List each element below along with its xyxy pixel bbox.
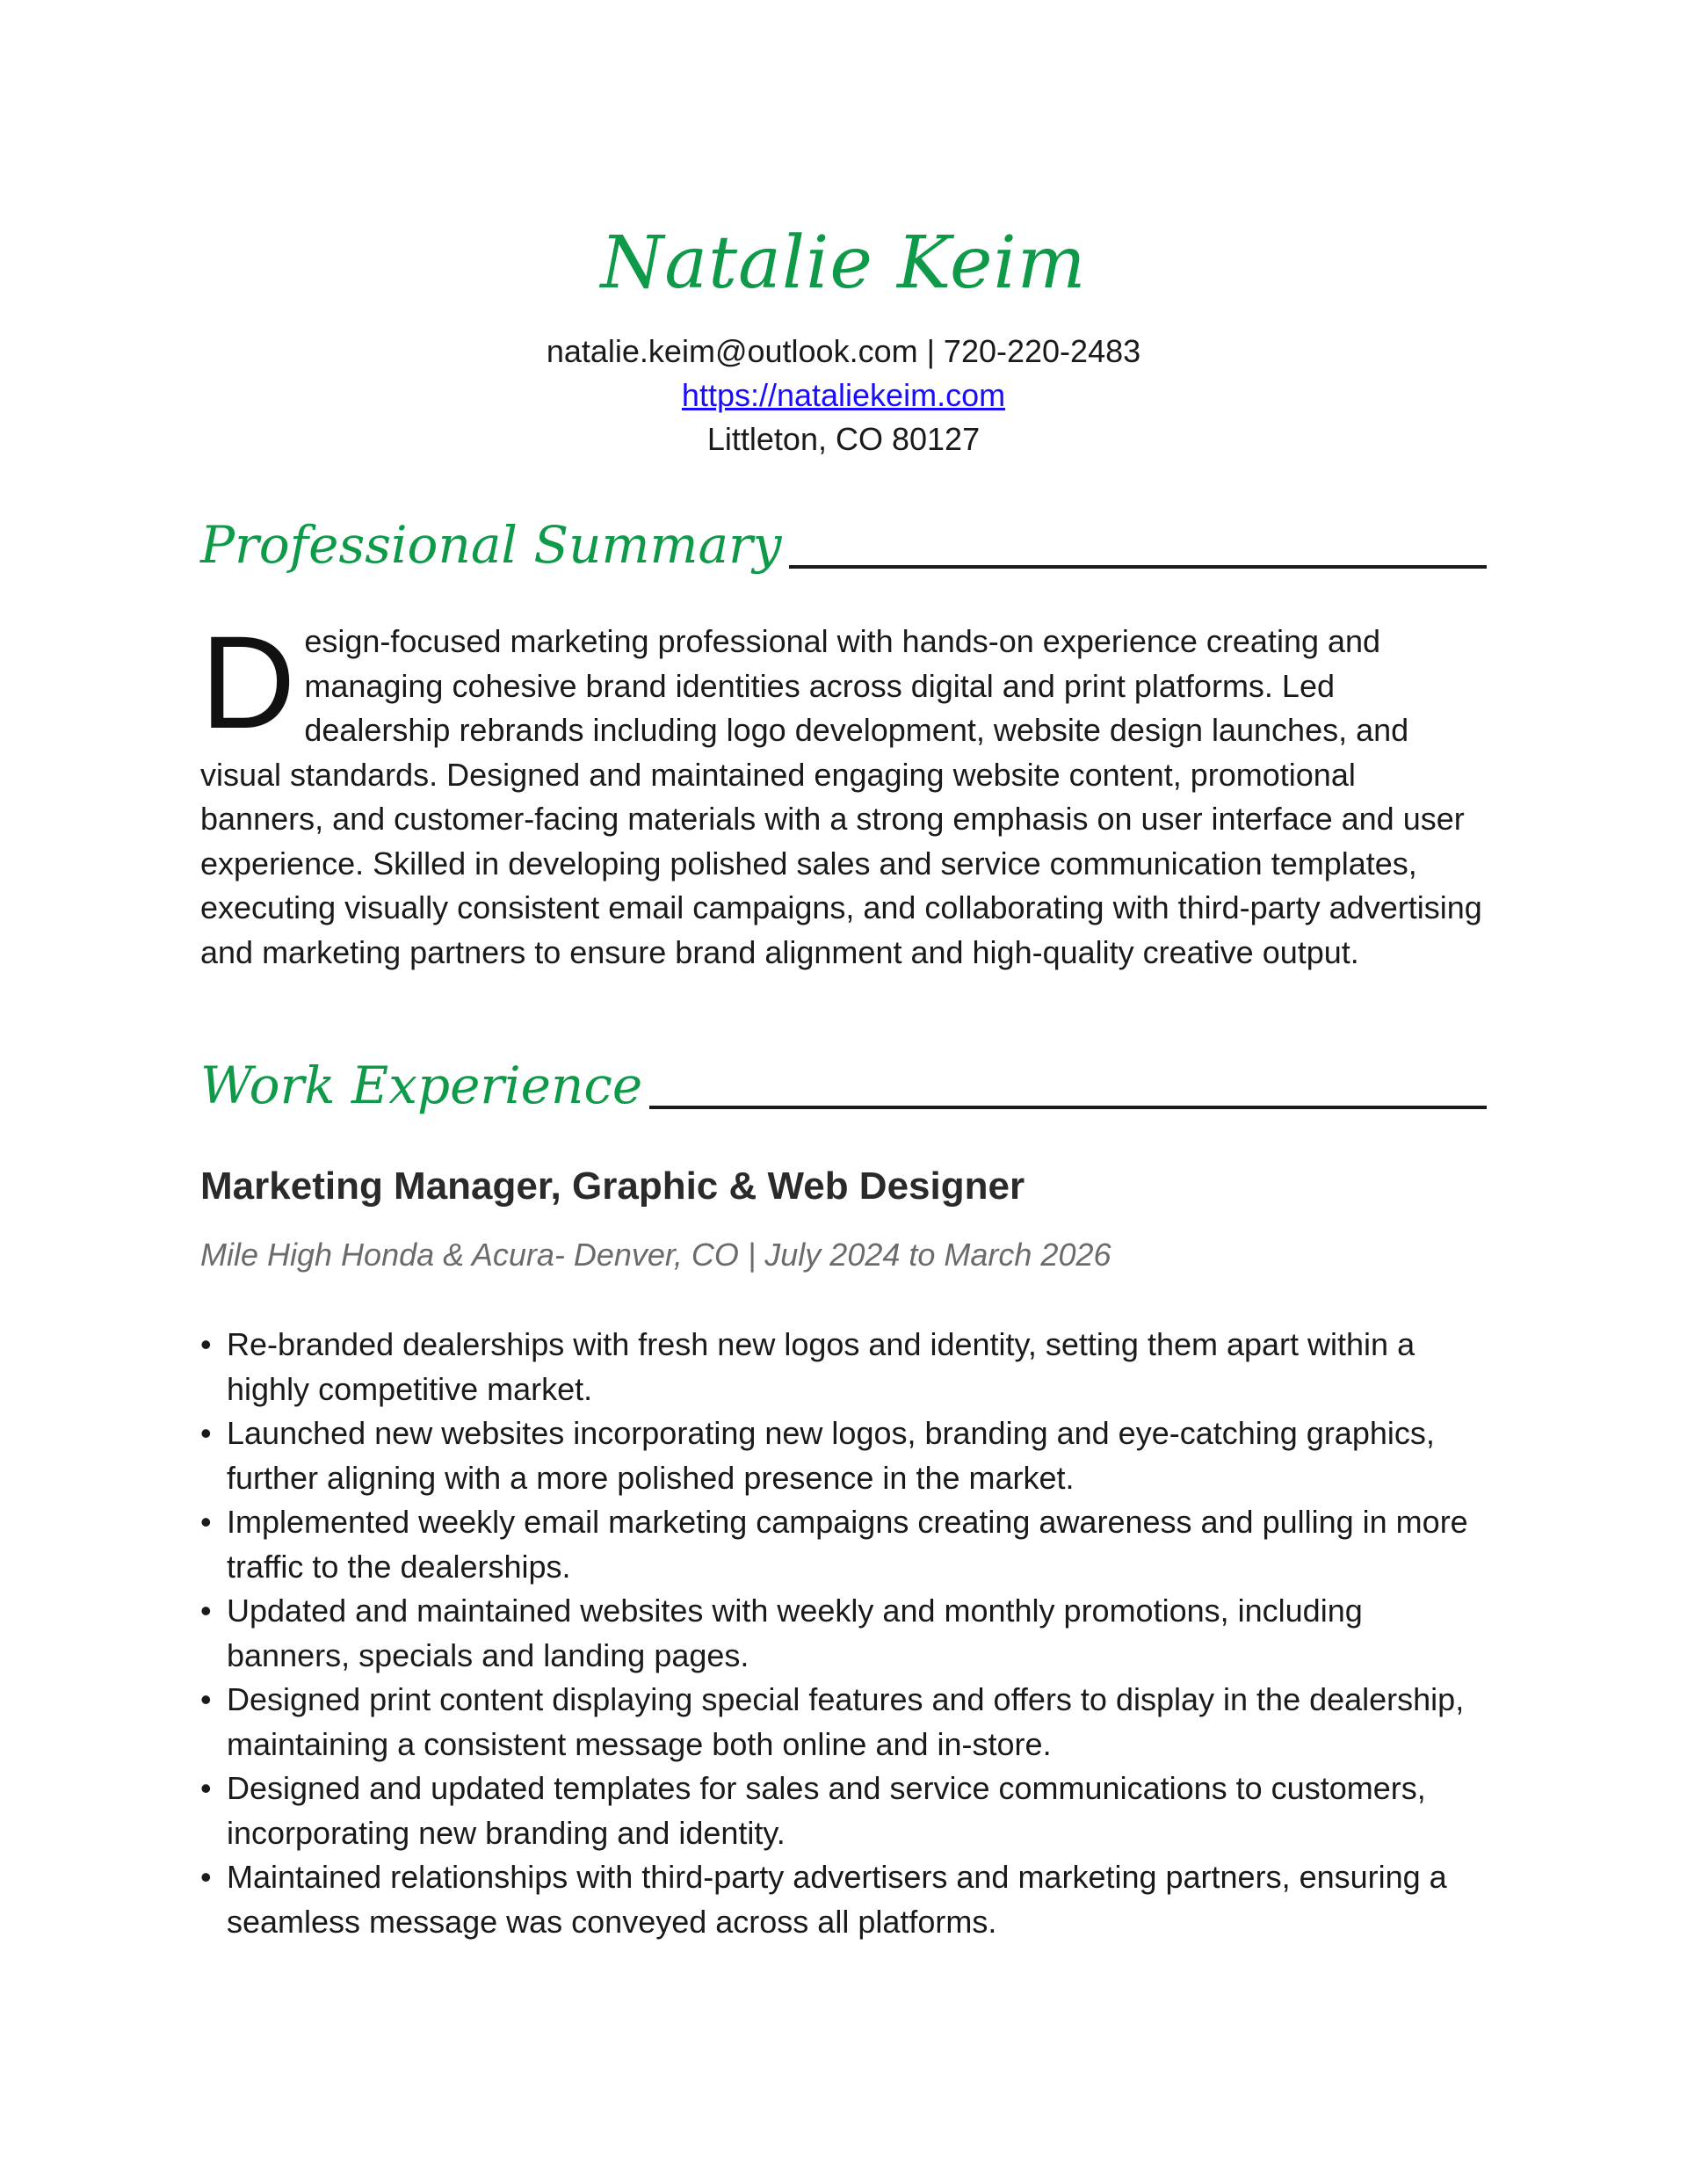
list-item: [200, 1855, 1487, 1944]
summary-heading-rule: [789, 565, 1487, 569]
contact-location: Littleton, CO 80127: [706, 421, 981, 457]
bullet-text: Designed and updated templates for sales and service communications to customers, incorporating new branding and identity.: [227, 1770, 1426, 1851]
summary-heading: Professional Summary: [200, 515, 782, 575]
contact-email-phone: natalie.keim@outlook.com | 720-220-2483: [546, 333, 1141, 369]
contact-block: [0, 330, 1687, 461]
bullet-icon: •: [200, 1593, 212, 1629]
website-link[interactable]: https://nataliekeim.com: [681, 377, 1006, 413]
list-item: [200, 1678, 1487, 1767]
bullet-text: Launched new websites incorporating new logos, branding and eye-catching graphics, further aligning with a more polished presence in the market.: [227, 1415, 1435, 1496]
bullet-icon: •: [200, 1326, 212, 1362]
professional-summary: [200, 608, 1487, 975]
bullet-icon: •: [200, 1770, 212, 1806]
bullet-icon: •: [200, 1504, 212, 1540]
experience-heading-rule: [649, 1106, 1487, 1109]
bullet-text: Designed print content displaying special features and offers to display in the dealership, maintaining a consistent message both online and in-store.: [227, 1681, 1465, 1762]
bullet-text: Implemented weekly email marketing campaigns creating awareness and pulling in more traffic to the dealerships.: [227, 1504, 1468, 1585]
experience-heading-row: [200, 1055, 1487, 1116]
bullet-icon: •: [200, 1859, 212, 1895]
job-meta: Mile High Honda & Acura- Denver, CO | July 2024 to March 2026: [200, 1237, 1111, 1273]
bullet-icon: •: [200, 1681, 212, 1717]
list-item: [200, 1767, 1487, 1855]
job-bullets: [200, 1323, 1487, 1944]
job-title: Marketing Manager, Graphic & Web Designer: [200, 1165, 1025, 1208]
bullet-text: Updated and maintained websites with weekly and monthly promotions, including banners, specials and landing pages.: [227, 1593, 1363, 1673]
summary-heading-row: [200, 514, 1487, 576]
list-item: [200, 1323, 1487, 1411]
summary-text: esign-focused marketing professional with hands-on experience creating and managing cohesive brand identities across digital and print platforms. Led dealership rebrands including logo development, website design launches, and visual standards. Designed and maintained engaging website content, promotional banners, and customer-facing materials with a strong emphasis on user interface and user experience. Skilled in developing polished sales and service communication templates, executing visually consistent email campaigns, and collaborating with third-party advertising and marketing partners to ensure brand alignment and high-quality creative output.: [200, 623, 1482, 970]
bullet-icon: •: [200, 1415, 212, 1451]
list-item: [200, 1500, 1487, 1589]
list-item: [200, 1411, 1487, 1500]
experience-heading: Work Experience: [200, 1056, 643, 1115]
summary-dropcap: D: [200, 608, 296, 756]
candidate-name: Natalie Keim: [600, 221, 1087, 305]
bullet-text: Re-branded dealerships with fresh new logos and identity, setting them apart within a highly competitive market.: [227, 1326, 1415, 1407]
bullet-text: Maintained relationships with third-party advertisers and marketing partners, ensuring a seamless message was conveyed across all platforms.: [227, 1859, 1447, 1940]
list-item: [200, 1589, 1487, 1678]
